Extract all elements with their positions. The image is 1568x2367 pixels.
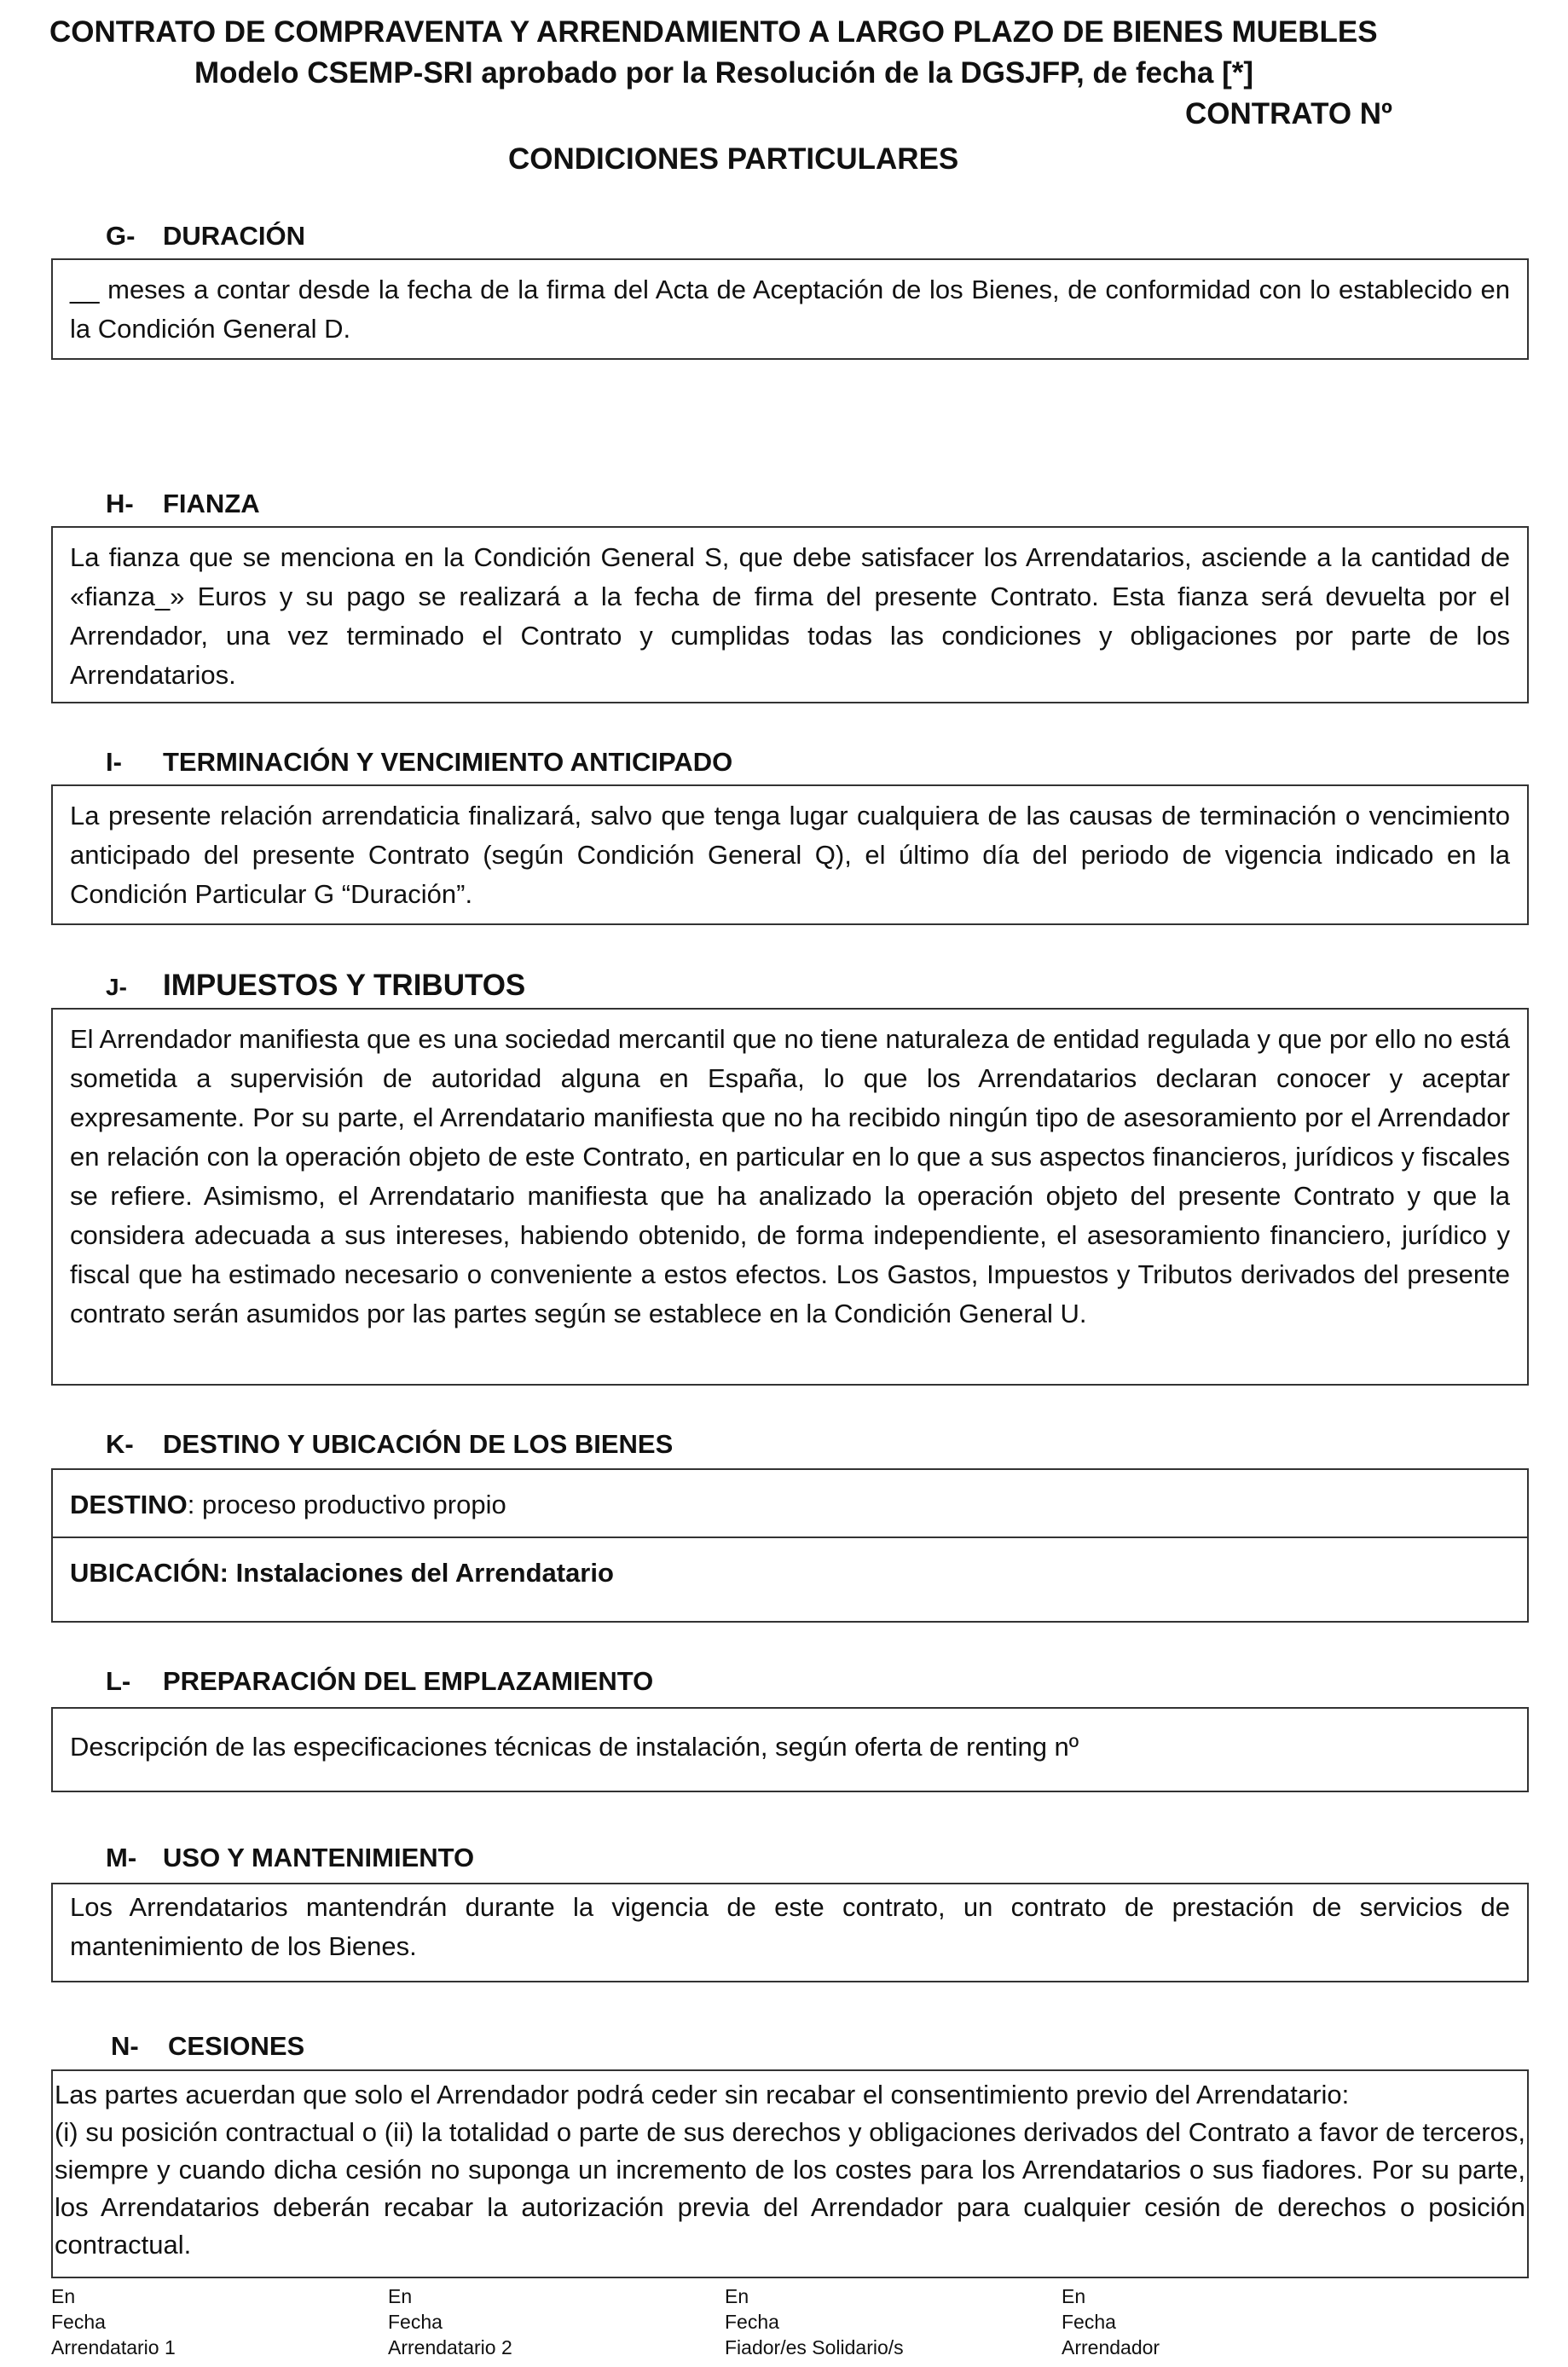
heading-emplazamiento bbox=[106, 1666, 653, 1697]
destino-row bbox=[53, 1470, 1527, 1537]
clause-text: Descripción de las especificaciones técnicas de instalación, según oferta de renting nº bbox=[70, 1732, 1079, 1762]
clause-text: La fianza que se menciona en la Condición General S, que debe satisfacer los Arrendatarios, asciende a la cantidad de «fianza_» Euros y su pago se realizará a la fecha de firma del presente Contrato. Esta fianza será devuelta por el Arrendador, una vez terminado el Contrato y cumplidas todas las condiciones y obligaciones por parte de los Arrendatarios. bbox=[70, 542, 1510, 690]
signature-block-arrendatario-2 bbox=[388, 2283, 712, 2360]
heading-letter: M- bbox=[106, 1843, 137, 1872]
clause-box-emplazamiento bbox=[51, 1707, 1529, 1792]
heading-impuestos bbox=[106, 969, 525, 1003]
signature-en: En bbox=[51, 2285, 76, 2307]
contract-number-label: CONTRATO Nº bbox=[1185, 97, 1392, 130]
signature-fecha: Fecha bbox=[725, 2311, 779, 2333]
section-title: CONDICIONES PARTICULARES bbox=[508, 142, 959, 176]
signature-party: Arrendador bbox=[1062, 2336, 1160, 2358]
signature-fecha: Fecha bbox=[51, 2311, 106, 2333]
signature-fecha: Fecha bbox=[1062, 2311, 1116, 2333]
document-title: CONTRATO DE COMPRAVENTA Y ARRENDAMIENTO A LARGO PLAZO DE BIENES MUEBLES bbox=[49, 15, 1378, 49]
heading-title: USO Y MANTENIMIENTO bbox=[163, 1843, 475, 1872]
clause-box-duracion bbox=[51, 258, 1529, 360]
clause-box-impuestos bbox=[51, 1008, 1529, 1386]
signature-en: En bbox=[725, 2285, 749, 2307]
heading-title: IMPUESTOS Y TRIBUTOS bbox=[163, 969, 526, 1002]
heading-destino bbox=[106, 1429, 673, 1460]
clause-box-mantenimiento bbox=[51, 1883, 1529, 1982]
heading-letter: K- bbox=[106, 1429, 134, 1459]
clause-box-fianza bbox=[51, 526, 1529, 703]
heading-title: FIANZA bbox=[163, 489, 260, 518]
clause-intro: Las partes acuerdan que solo el Arrendador podrá ceder sin recabar el consentimiento previo del Arrendatario: bbox=[55, 2080, 1350, 2109]
signature-party: Arrendatario 2 bbox=[388, 2336, 512, 2358]
heading-letter: I- bbox=[106, 747, 122, 777]
heading-duracion bbox=[106, 221, 305, 252]
heading-title: PREPARACIÓN DEL EMPLAZAMIENTO bbox=[163, 1666, 654, 1696]
clause-text: La presente relación arrendaticia finalizará, salvo que tenga lugar cualquiera de las causas de terminación o vencimiento anticipado del presente Contrato (según Condición General Q), el último día del periodo de vigencia indicado en la Condición Particular G “Duración”. bbox=[70, 801, 1510, 909]
clause-text: (i) su posición contractual o (ii) la totalidad o parte de sus derechos y obligaciones derivados del Contrato a favor de terceros, siempre y cuando dicha cesión no suponga un incremento de los costes para los Arrendatarios o sus fiadores. Por su parte, los Arrendatarios deberán recabar la autorización previa del Arrendador para cualquier cesión de derechos o posición contractual. bbox=[55, 2117, 1525, 2260]
clause-box-terminacion bbox=[51, 784, 1529, 925]
heading-title: DURACIÓN bbox=[163, 221, 306, 251]
destino-label: DESTINO bbox=[70, 1490, 188, 1519]
signature-block-arrendatario-1 bbox=[51, 2283, 375, 2360]
destino-value: : proceso productivo propio bbox=[187, 1490, 506, 1519]
heading-cesiones bbox=[111, 2031, 304, 2062]
heading-fianza bbox=[106, 489, 260, 519]
ubicacion-row: UBICACIÓN: Instalaciones del Arrendatario bbox=[53, 1537, 1527, 1603]
heading-title: DESTINO Y UBICACIÓN DE LOS BIENES bbox=[163, 1429, 674, 1459]
signature-party: Arrendatario 1 bbox=[51, 2336, 176, 2358]
clause-box-destino bbox=[51, 1468, 1529, 1623]
heading-letter: H- bbox=[106, 489, 134, 518]
clause-box-cesiones bbox=[51, 2069, 1529, 2278]
heading-title: CESIONES bbox=[168, 2031, 305, 2061]
signature-party: Fiador/es Solidario/s bbox=[725, 2336, 904, 2358]
signature-block-fiadores bbox=[725, 2283, 1049, 2360]
signature-block-arrendador bbox=[1062, 2283, 1386, 2360]
signature-en: En bbox=[1062, 2285, 1086, 2307]
clause-text: Los Arrendatarios mantendrán durante la vigencia de este contrato, un contrato de prestación de servicios de mantenimiento de los Bienes. bbox=[70, 1892, 1510, 1961]
heading-letter: G- bbox=[106, 221, 136, 251]
signature-en: En bbox=[388, 2285, 413, 2307]
heading-terminacion bbox=[106, 747, 732, 778]
heading-title: TERMINACIÓN Y VENCIMIENTO ANTICIPADO bbox=[163, 747, 733, 777]
signature-fecha: Fecha bbox=[388, 2311, 443, 2333]
heading-letter: J- bbox=[106, 974, 127, 1000]
heading-letter: L- bbox=[106, 1666, 131, 1696]
heading-mantenimiento bbox=[106, 1843, 474, 1873]
clause-text: El Arrendador manifiesta que es una sociedad mercantil que no tiene naturaleza de entidad regulada y que por ello no está sometida a supervisión de autoridad alguna en España, lo que los Arrendatarios declaran conocer y aceptar expresamente. Por su parte, el Arrendatario manifiesta que no ha recibido ningún tipo de asesoramiento por el Arrendador en relación con la operación objeto de este Contrato, en particular en lo que a sus aspectos financieros, jurídicos y fiscales se refiere. Asimismo, el Arrendatario manifiesta que ha analizado la operación objeto del presente Contrato y que la considera adecuada a sus intereses, habiendo obtenido, de forma independiente, el asesoramiento financiero, jurídico y fiscal que ha estimado necesario o conveniente a estos efectos. Los Gastos, Impuestos y Tributos derivados del presente contrato serán asumidos por las partes según se establece en la Condición General U. bbox=[70, 1024, 1510, 1328]
document-subtitle: Modelo CSEMP-SRI aprobado por la Resolución de la DGSJFP, de fecha [*] bbox=[194, 56, 1254, 90]
heading-letter: N- bbox=[111, 2031, 139, 2061]
clause-text: __ meses a contar desde la fecha de la firma del Acta de Aceptación de los Bienes, de conformidad con lo establecido en la Condición General D. bbox=[70, 275, 1510, 344]
